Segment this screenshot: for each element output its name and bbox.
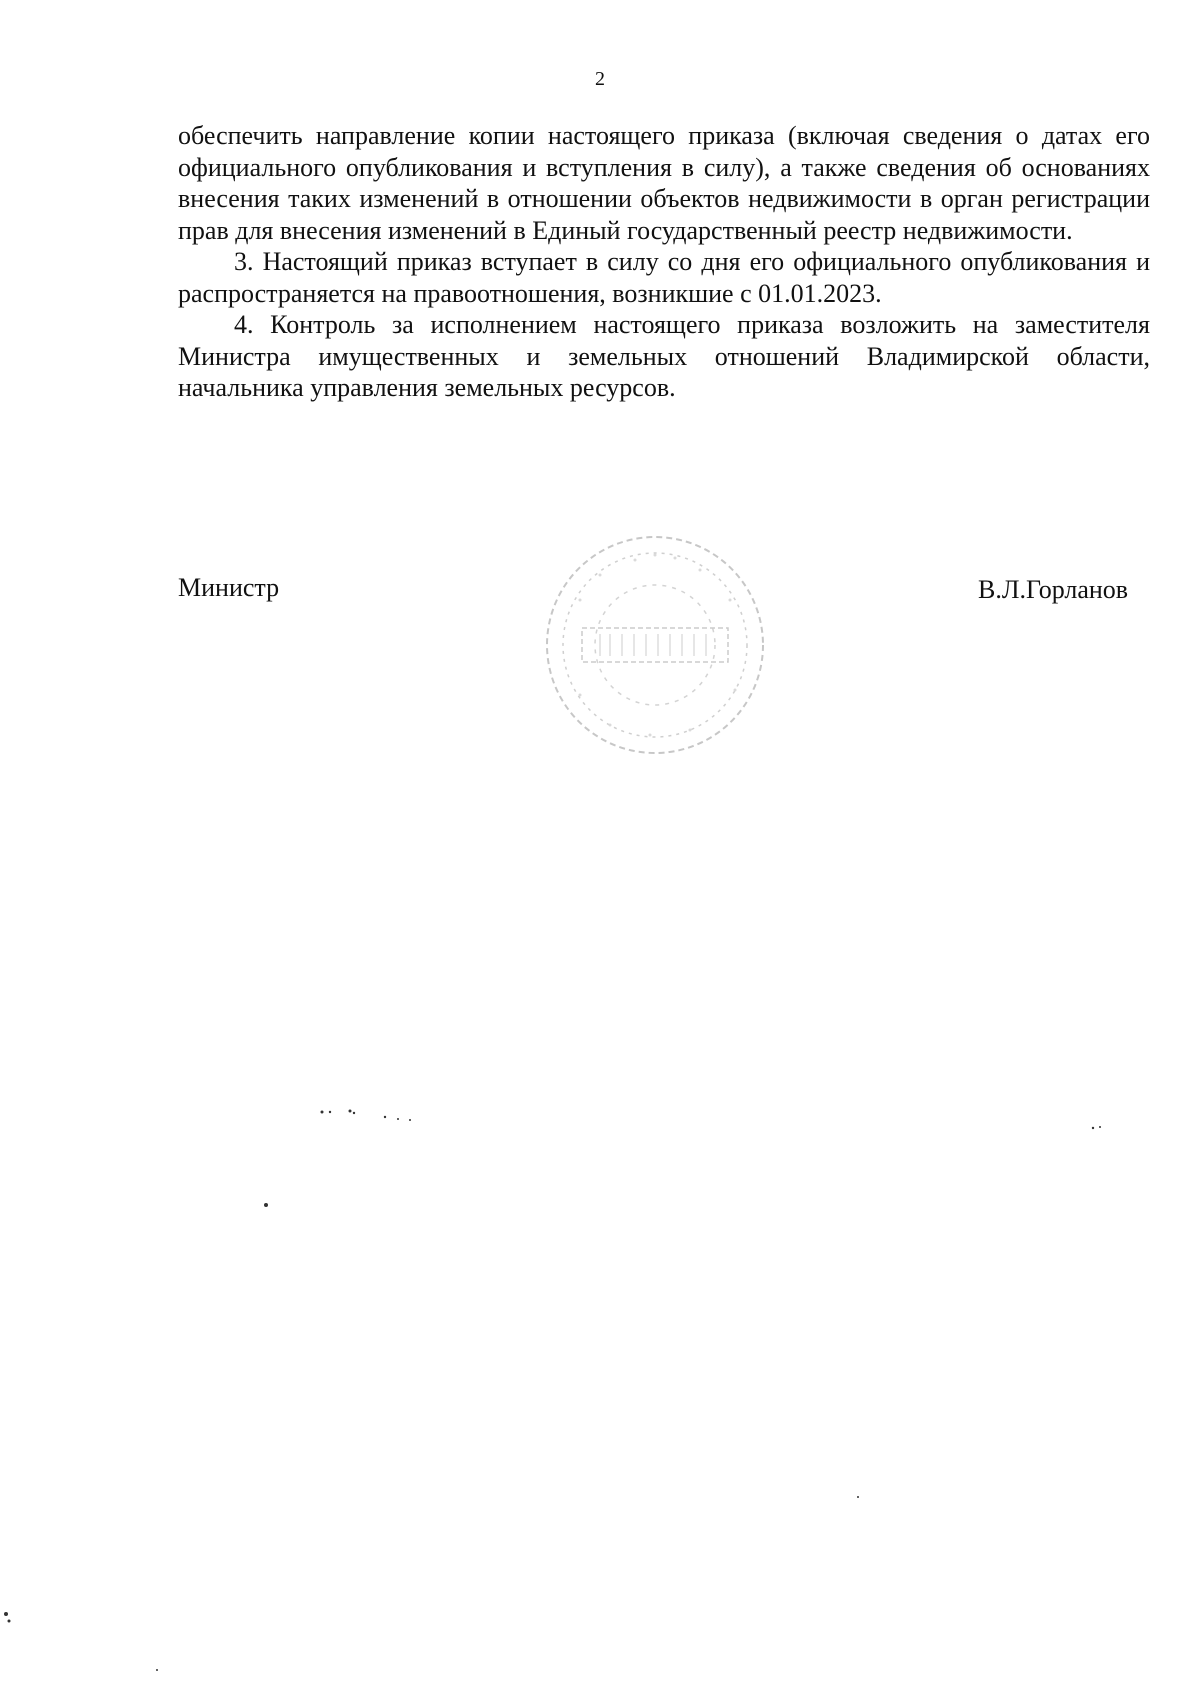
signatory-name: В.Л.Горланов	[978, 575, 1129, 604]
paragraph-continuation: обеспечить направление копии настоящего приказа (включая сведения о датах его официального опубликования и вступления в силу), а также сведения об основаниях внесения таких изменений в отношении объектов недвижимости в орган регистрации прав для внесения изменений в Единый государственный реестр недвижимости.	[178, 121, 1150, 245]
document-body	[178, 120, 1150, 404]
paragraph-item-4: 4. Контроль за исполнением настоящего приказа возложить на заместителя Министра имущественных и земельных отношений Владимирской области, начальника управления земельных ресурсов.	[178, 310, 1150, 402]
signature-title: Министр	[178, 573, 280, 602]
official-seal-stamp	[540, 530, 770, 760]
page-number: 2	[595, 68, 605, 90]
paragraph-item-3: 3. Настоящий приказ вступает в силу со дня его официального опубликования и распространяется на правоотношения, возникшие с 01.01.2023.	[178, 247, 1150, 308]
